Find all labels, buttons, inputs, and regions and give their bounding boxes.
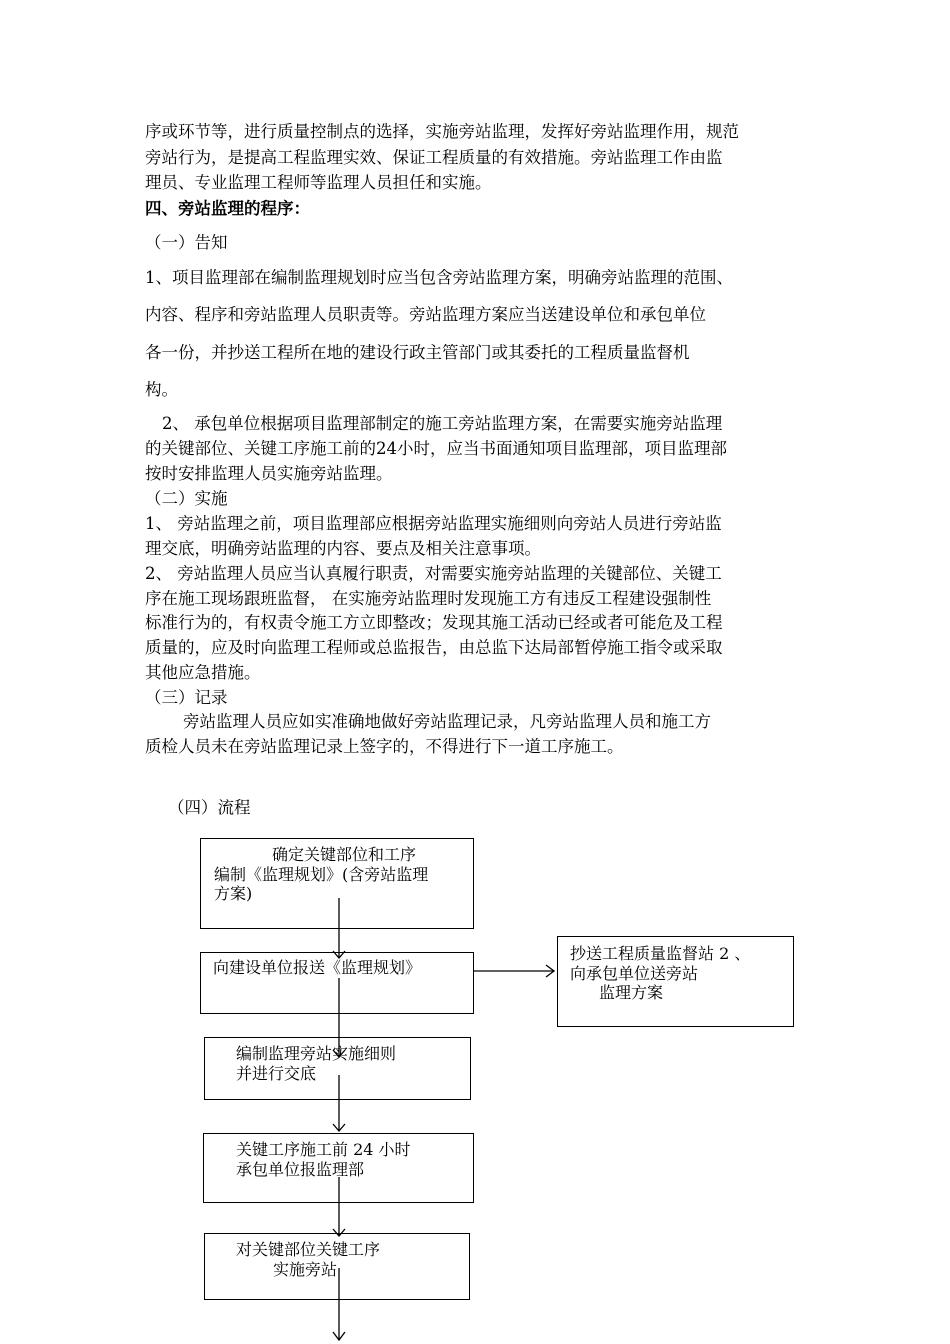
- section-heading: 四、旁站监理的程序：: [145, 199, 310, 218]
- flow-box-text: 抄送工程质量监督站 2 、: [570, 944, 751, 963]
- para-line: 标准行为的，有权责令施工方立即整改；发现其施工活动已经或者可能危及工程: [145, 613, 723, 632]
- flow-box-text: 向承包单位送旁站: [570, 964, 699, 983]
- para-line: 按时安排监理人员实施旁站监理。: [145, 464, 393, 483]
- flow-box-text: 承包单位报监理部: [236, 1160, 365, 1179]
- flow-box-text: 方案): [214, 884, 253, 903]
- para-line: 质检人员未在旁站监理记录上签字的，不得进行下一道工序施工。: [145, 737, 624, 756]
- para-line: 理交底，明确旁站监理的内容、要点及相关注意事项。: [145, 539, 541, 558]
- para-line: 旁站监理人员应如实准确地做好旁站监理记录，凡旁站监理人员和施工方: [183, 712, 711, 731]
- subsection-heading: （三）记录: [145, 688, 228, 707]
- subsection-heading: （二）实施: [145, 489, 228, 508]
- para-line: 构。: [145, 380, 178, 399]
- para-line: 旁站行为，是提高工程监理实效、保证工程质量的有效措施。旁站监理工作由监: [145, 148, 723, 167]
- para-line: 1、项目监理部在编制监理规划时应当包含旁站监理方案，明确旁站监理的范围、: [145, 268, 733, 287]
- para-line: 2、 旁站监理人员应当认真履行职责，对需要实施旁站监理的关键部位、关键工: [145, 564, 722, 583]
- flow-box-text: 关键工序施工前 24 小时: [236, 1140, 411, 1159]
- flow-box-text: 编制《监理规划》(含旁站监理: [214, 865, 429, 884]
- subsection-heading: （四）流程: [168, 798, 251, 817]
- para-line: 序或环节等，进行质量控制点的选择，实施旁站监理，发挥好旁站监理作用，规范: [145, 122, 739, 141]
- flow-box-text: 监理方案: [599, 983, 664, 1002]
- flow-box-text: 确定关键部位和工序: [272, 845, 417, 864]
- para-line: 其他应急措施。: [145, 663, 261, 682]
- para-line: 质量的，应及时向监理工程师或总监报告，由总监下达局部暂停施工指令或采取: [145, 638, 723, 657]
- para-line: 各一份，并抄送工程所在地的建设行政主管部门或其委托的工程质量监督机: [145, 343, 690, 362]
- para-line: 序在施工现场跟班监督， 在实施旁站监理时发现施工方有违反工程建设强制性: [145, 589, 712, 608]
- para-line: 1、 旁站监理之前，项目监理部应根据旁站监理实施细则向旁站人员进行旁站监: [145, 514, 722, 533]
- para-line: 内容、程序和旁站监理人员职责等。旁站监理方案应当送建设单位和承包单位: [145, 305, 706, 324]
- flow-box-text: 实施旁站: [273, 1260, 338, 1279]
- para-line: 理员、专业监理工程师等监理人员担任和实施。: [145, 173, 492, 192]
- flow-box-text: 并进行交底: [236, 1064, 317, 1083]
- subsection-heading: （一）告知: [145, 233, 228, 252]
- flow-box-text: 对关键部位关键工序: [236, 1240, 381, 1259]
- flow-box-text: 编制监理旁站实施细则: [236, 1044, 397, 1063]
- flow-box-text: 向建设单位报送《监理规划》: [213, 958, 422, 977]
- para-line: 2、 承包单位根据项目监理部制定的施工旁站监理方案，在需要实施旁站监理: [162, 414, 723, 433]
- para-line: 的关键部位、关键工序施工前的24小时，应当书面通知项目监理部，项目监理部: [145, 439, 727, 458]
